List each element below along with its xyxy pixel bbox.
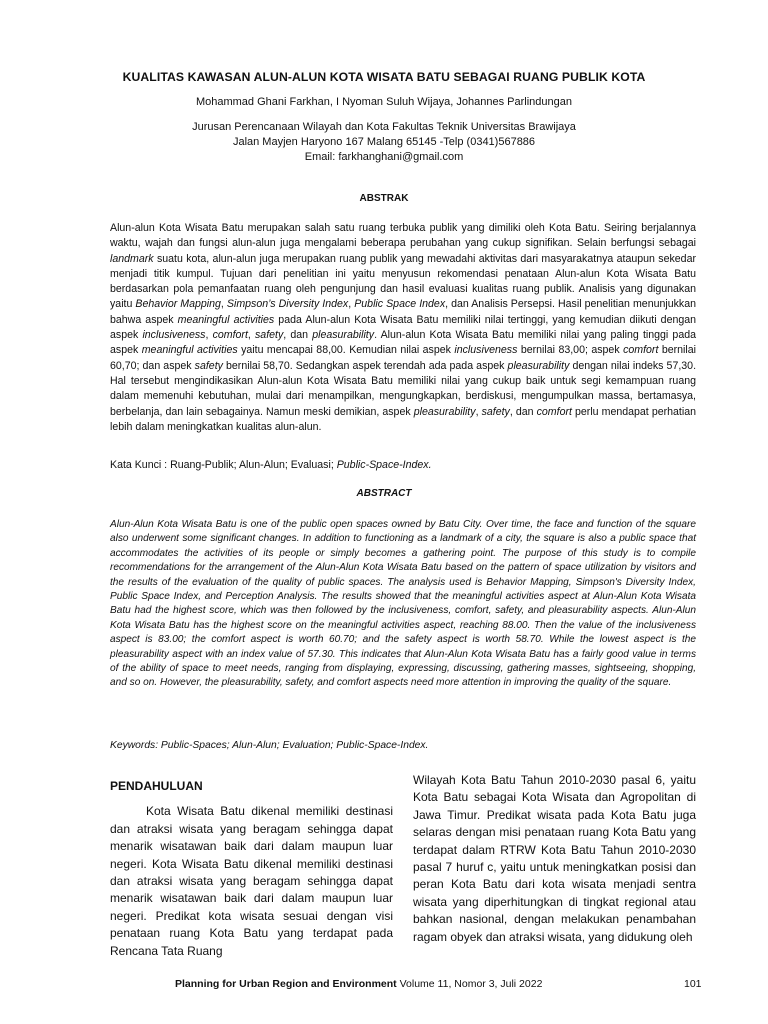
affiliation-email: Email: farkhanghani@gmail.com xyxy=(304,151,464,163)
paper-title: KUALITAS KAWASAN ALUN-ALUN KOTA WISATA BATU SEBAGAI RUANG PUBLIK KOTA xyxy=(122,70,646,84)
intro-paragraph-right: Wilayah Kota Batu Tahun 2010-2030 pasal 6, yaitu Kota Batu sebagai Kota Wisata dan Agropolitan di Jawa Timur. Predikat wisata pada Kota Batu juga selaras dengan misi penataan ruang Kota Batu yang terdapat dalam RTRW Kota Batu Tahun 2010-2030 pasal 7 huruf c, yaitu untuk meningkatkan posisi dan peran Kota Batu dari kota wisata menjadi sentra wisata yang diperhitungkan di tingkat regional atau bahkan nasional, dengan melakukan penambahan ragam obyek dan atraksi wisata, yang didukung oleh xyxy=(413,773,696,944)
kata-kunci: Kata Kunci : Ruang-Publik; Alun-Alun; Evaluasi; Public-Space-Index. xyxy=(110,459,432,471)
page-number: 101 xyxy=(684,978,702,990)
abstrak-heading: ABSTRAK xyxy=(359,193,409,204)
intro-paragraph-left: Kota Wisata Batu dikenal memiliki destinasi dan atraksi wisata yang beragam sehingga dapat menarik wisatawan baik dari dalam maupun luar negeri. Kota Wisata Batu dikenal memiliki destinasi dan atraksi wisata yang beragam sehingga dapat menarik wisatawan baik dari dalam maupun luar negeri. Predikat kota wisata sesuai dengan visi penataan ruang Kota Batu yang terdapat pada Rencana Tata Ruang xyxy=(110,804,393,958)
intro-right-column xyxy=(413,772,696,946)
abstrak-body: Alun-alun Kota Wisata Batu merupakan salah satu ruang terbuka publik yang dimiliki oleh Kota Batu. Seiring berjalannya waktu, wajah dan fungsi alun-alun juga mengalami beberapa perubahan yang cukup signifikan. Selain berfungsi sebagai landmark suatu kota, alun-alun juga merupakan ruang publik yang mewadahi aktivitas dari masyarakatnya ataupun sekedar menjadi titik kumpul. Tujuan dari penelitian ini yaitu menyusun rekomendasi penataan Alun-alun Kota Wisata Batu berdasarkan pola pemanfaatan ruang oleh pengunjung dan hasil evaluasi kualitas ruang publik. Analisis yang digunakan yaitu Behavior Mapping, Simpson’s Diversity Index, Public Space Index, dan Analisis Persepsi. Hasil penelitian menunjukkan bahwa aspek meaningful activities pada Alun-alun Kota Wisata Batu memiliki nilai tertinggi, yang kemudian diikuti dengan aspek inclusiveness, comfort, safety, dan pleasurability. Alun-alun Kota Wisata Batu memiliki nilai yang paling tinggi pada aspek meaningful activities yaitu mencapai 88,00. Kemudian nilai aspek inclusiveness bernilai 83,00; aspek comfort bernilai 60,70; dan aspek safety bernilai 58,70. Sedangkan aspek terendah ada pada aspek pleasurability dengan nilai indeks 57,30. Hal tersebut mengindikasikan Alun-alun Kota Wisata Batu memiliki nilai yang cukup baik untuk segi kemampuan ruang dalam memenuhi kebutuhan, mulai dari menampilkan, mengungkapkan, berdiskusi, mengumpulkan massa, bertamasya, berbelanja, dan lain sebagainya. Namun meski demikian, aspek pleasurability, safety, dan comfort perlu mendapat perhatian lebih dalam meningkatkan kualitas alun-alun. xyxy=(110,222,697,433)
affiliation-address: Jalan Mayjen Haryono 167 Malang 65145 -Telp (0341)567886 xyxy=(232,136,536,148)
paper-authors: Mohammad Ghani Farkhan, I Nyoman Suluh Wijaya, Johannes Parlindungan xyxy=(195,96,573,108)
intro-heading: PENDAHULUAN xyxy=(110,779,203,793)
keywords: Keywords: Public-Spaces; Alun-Alun; Evaluation; Public-Space-Index. xyxy=(110,740,429,751)
abstract-heading: ABSTRACT xyxy=(356,488,412,499)
affiliation-institution: Jurusan Perencanaan Wilayah dan Kota Fakultas Teknik Universitas Brawijaya xyxy=(192,121,576,133)
author-affiliation xyxy=(60,120,708,165)
journal-footer: Planning for Urban Region and Environment Volume 11, Nomor 3, Juli 2022 xyxy=(175,978,543,990)
abstract-body: Alun-Alun Kota Wisata Batu is one of the public open spaces owned by Batu City. Over time, the face and function of the square also underwent some significant changes. In addition to functioning as a landmark of a city, the square is also a public space that accommodates the activities of its people or simply becomes a gathering point. The purpose of this study is to compile recommendations for the arrangement of the Alun-Alun Kota Wisata Batu based on the pattern of space utilization by visitors and the results of the evaluation of the quality of public spaces. The analysis used is Behavior Mapping, Simpson's Diversity Index, Public Space Index, and Perception Analysis. The results showed that the meaningful activities aspect at Alun-Alun Kota Wisata Batu had the highest score, which was then followed by the inclusiveness, comfort, safety, and pleasurability aspects. Alun-Alun Kota Wisata Batu has the highest score on the meaningful activities aspect, reaching 88.00. Then the value of the inclusiveness aspect is 83.00; the comfort aspect is worth 60.70; and the safety aspect is worth 58.70. While the lowest aspect is the pleasurability aspect with an index value of 57.30. This indicates that Alun-Alun Kota Wisata Batu has a fairly good value in terms of the ability of space to meet needs, ranging from displaying, expressing, discussing, gathering masses, sightseeing, shopping, and so on. However, the pleasurability, safety, and comfort aspects need more attention in improving the quality of the square. xyxy=(110,519,696,689)
intro-left-column xyxy=(110,772,393,960)
